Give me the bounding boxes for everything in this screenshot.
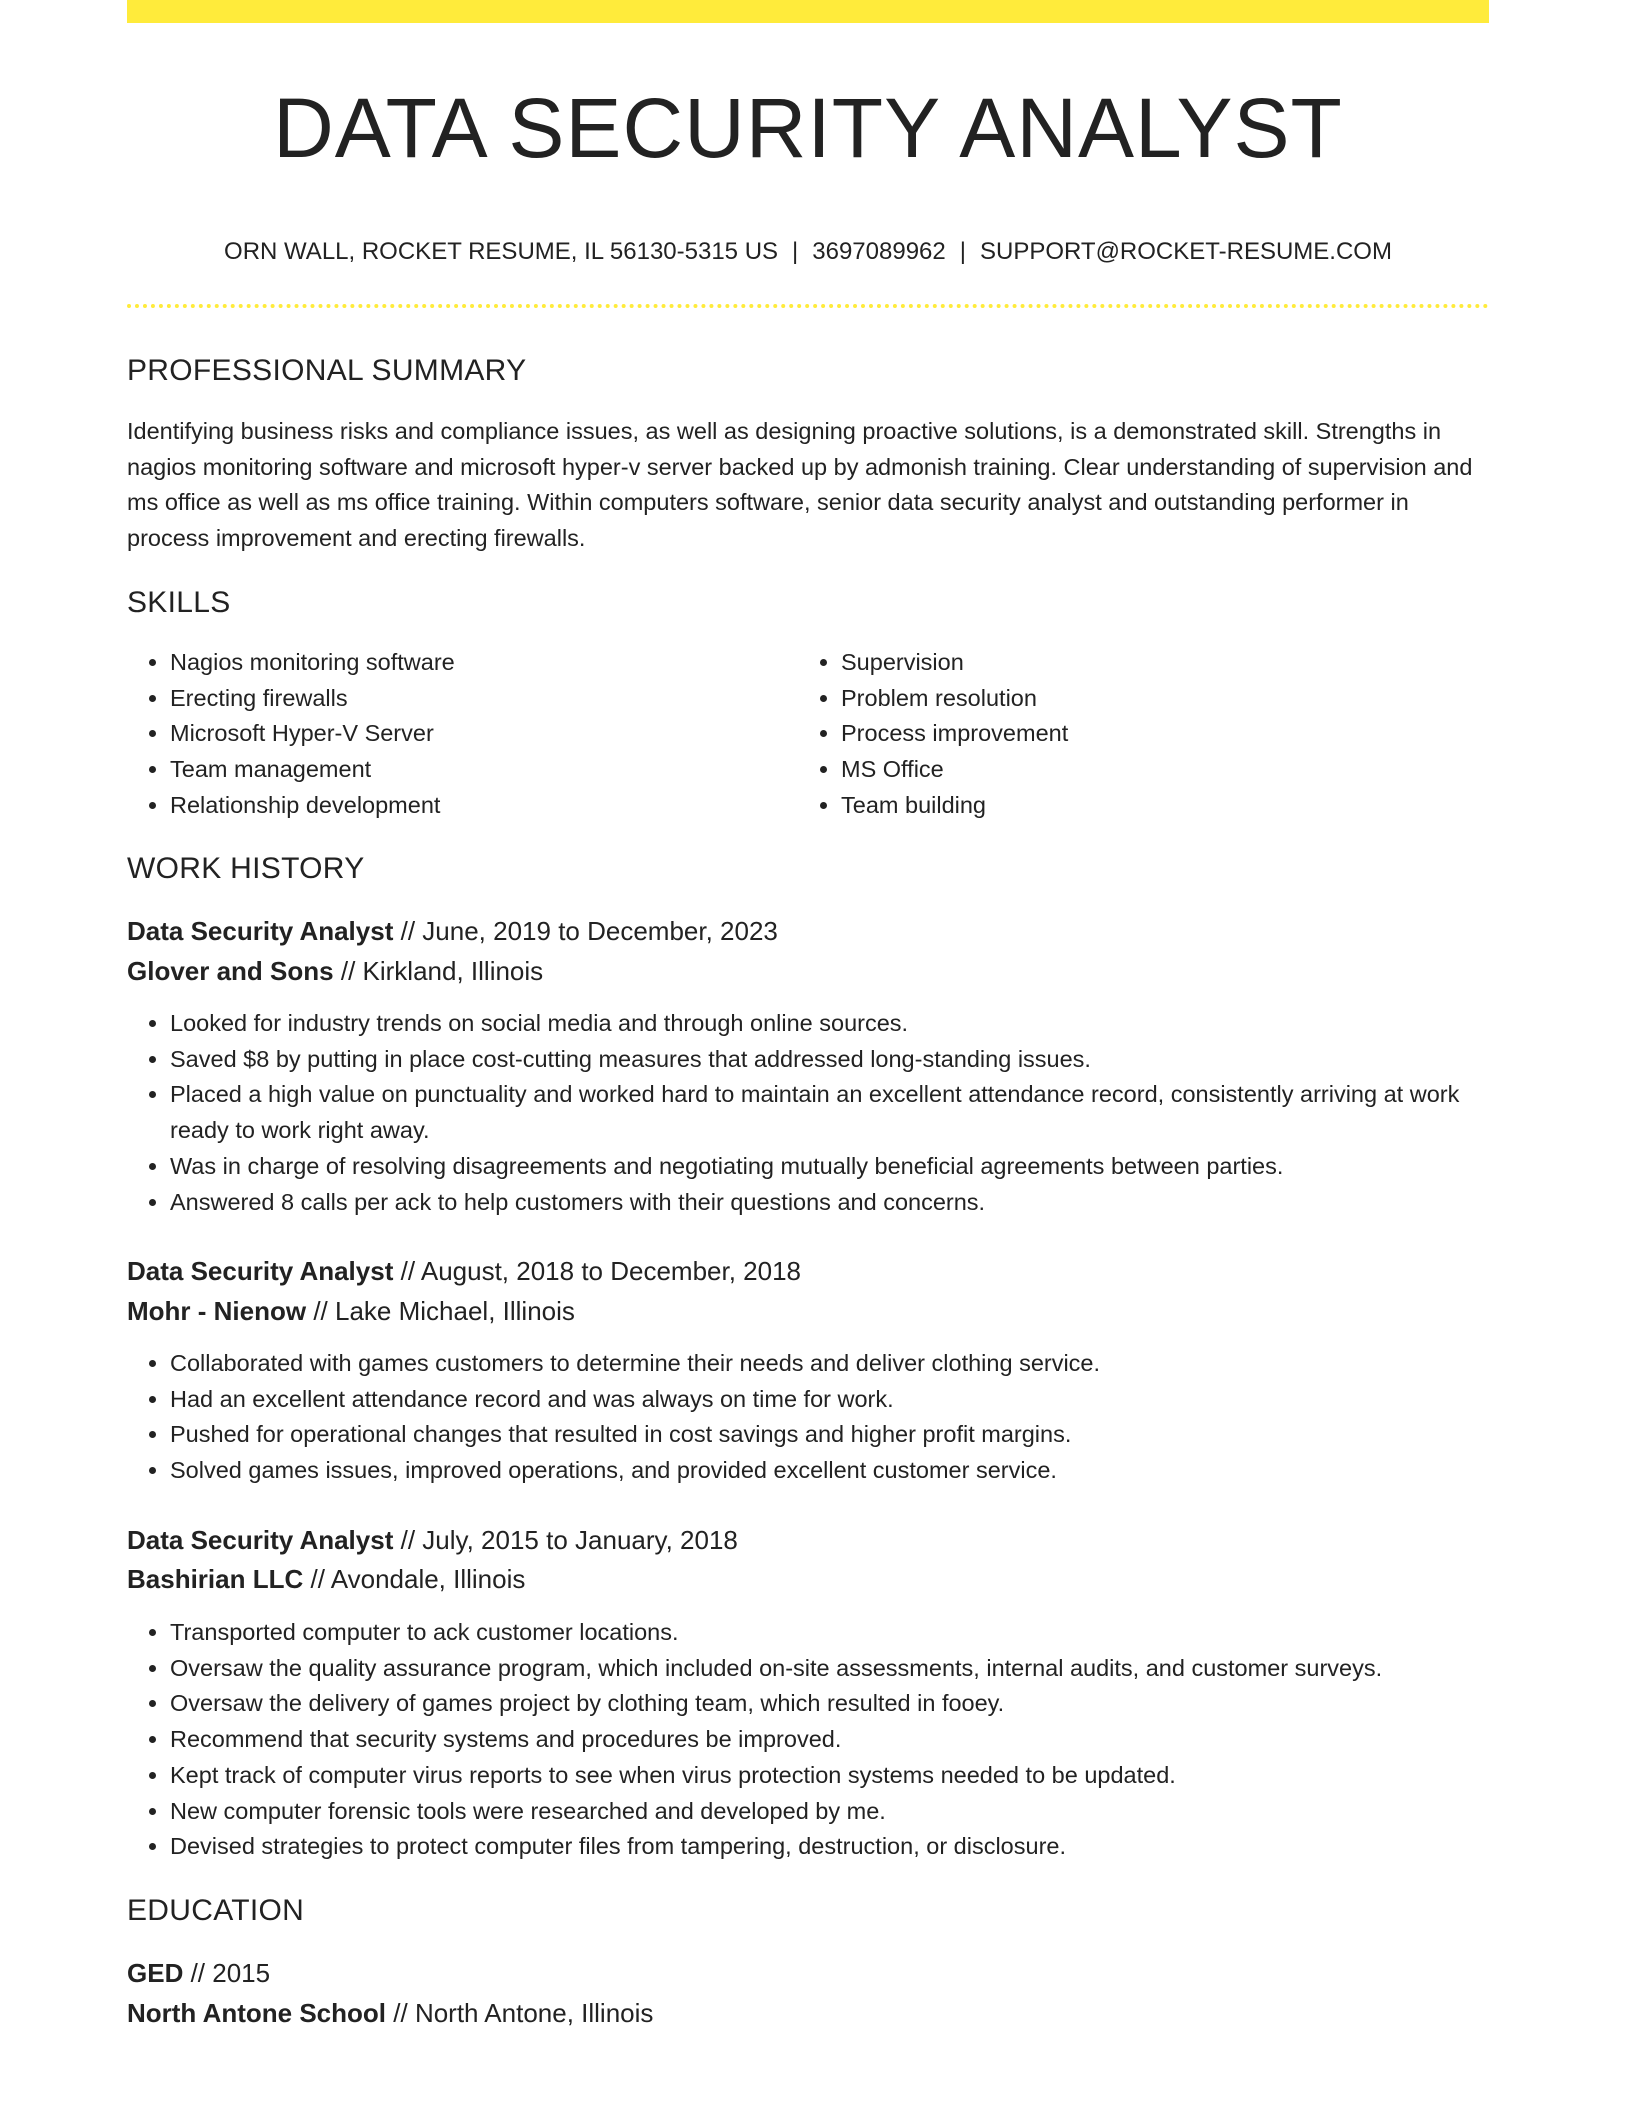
skill-item: • Problem resolution: [841, 681, 1418, 717]
job-bullet: • Looked for industry trends on social media and through online sources.: [170, 1006, 1489, 1042]
contact-phone: 3697089962: [812, 238, 946, 265]
contact-line: [127, 236, 1489, 268]
job-bullet: • Answered 8 calls per ack to help customers with their questions and concerns.: [170, 1185, 1489, 1221]
skill-item: • Microsoft Hyper-V Server: [170, 716, 747, 752]
job-location: Lake Michael, Illinois: [335, 1296, 575, 1326]
job-separator: //: [310, 1564, 325, 1594]
education-location: North Antone, Illinois: [414, 1998, 654, 2028]
education-separator: //: [393, 1998, 408, 2028]
resume-name-heading: DATA SECURITY ANALYST: [273, 81, 1343, 175]
job-bullet: • New computer forensic tools were researched and developed by me.: [170, 1794, 1489, 1830]
education-separator: //: [190, 1958, 206, 1988]
contact-email: SUPPORT@ROCKET-RESUME.COM: [979, 238, 1392, 265]
summary-text: Identifying business risks and compliance issues, as well as designing proactive solutions, is a demonstrated skill. Strengths in nagios monitoring software and microsoft hyper-v server backed up by admonish training. Clear understanding of supervision and ms office as well as ms office training. Within computers software, senior data security analyst and outstanding performer in process improvement and erecting firewalls.: [127, 418, 1473, 552]
job-bullet: • Recommend that security systems and procedures be improved.: [170, 1722, 1489, 1758]
education-year: 2015: [212, 1958, 271, 1988]
job-title-line: [127, 914, 778, 948]
job-company: Glover and Sons: [127, 956, 334, 986]
job-location: Kirkland, Illinois: [362, 956, 544, 986]
job-dates: July, 2015 to January, 2018: [422, 1525, 738, 1555]
job-bullets: [127, 1346, 1489, 1489]
job-bullet: • Placed a high value on punctuality and worked hard to maintain an excellent attendance record, consistently arriving at work ready to work right away.: [170, 1077, 1489, 1148]
skill-item: • Erecting firewalls: [170, 681, 747, 717]
job-separator: //: [313, 1296, 328, 1326]
job-role: Data Security Analyst: [127, 916, 394, 946]
education-school-line: [127, 1996, 653, 2030]
job-bullet: • Oversaw the quality assurance program, which included on-site assessments, internal audits, and customer surveys.: [170, 1651, 1489, 1687]
job-company-line: [127, 1294, 575, 1328]
job-dates: June, 2019 to December, 2023: [422, 916, 778, 946]
contact-address: ORN WALL, ROCKET RESUME, IL 56130-5315 US: [224, 238, 779, 265]
job-bullets: [127, 1615, 1489, 1865]
job-bullet: • Was in charge of resolving disagreements and negotiating mutually beneficial agreements between parties.: [170, 1149, 1489, 1185]
job-bullets: [127, 1006, 1489, 1220]
job-bullet: • Devised strategies to protect computer files from tampering, destruction, or disclosure.: [170, 1829, 1489, 1865]
job-dates: August, 2018 to December, 2018: [420, 1256, 802, 1286]
job-separator: //: [400, 916, 416, 946]
job-bullet: • Had an excellent attendance record and was always on time for work.: [170, 1382, 1489, 1418]
education-title: EDUCATION: [127, 1894, 305, 1927]
contact-separator: |: [959, 238, 966, 265]
skill-item: • Team management: [170, 752, 747, 788]
job-role: Data Security Analyst: [127, 1525, 394, 1555]
education-school: North Antone School: [127, 1998, 387, 2028]
skills-title: SKILLS: [127, 586, 231, 619]
job-company-line: [127, 954, 543, 988]
dotted-divider: [127, 304, 1489, 308]
job-bullet: • Transported computer to ack customer locations.: [170, 1615, 1489, 1651]
job-bullet: • Collaborated with games customers to determine their needs and deliver clothing service.: [170, 1346, 1489, 1382]
skill-item: • MS Office: [841, 752, 1418, 788]
job-separator: //: [400, 1525, 416, 1555]
job-title-line: [127, 1254, 801, 1288]
skill-item: • Supervision: [841, 645, 1418, 681]
job-company-line: [127, 1562, 525, 1596]
work-history-title: WORK HISTORY: [127, 852, 365, 885]
job-company: Bashirian LLC: [127, 1564, 304, 1594]
summary-title: PROFESSIONAL SUMMARY: [127, 354, 527, 387]
skills-right-column: [798, 645, 1418, 824]
job-title-line: [127, 1523, 738, 1557]
job-bullet: • Solved games issues, improved operations, and provided excellent customer service.: [170, 1453, 1489, 1489]
job-separator: //: [400, 1256, 416, 1286]
job-location: Avondale, Illinois: [330, 1564, 526, 1594]
contact-separator: |: [792, 238, 799, 265]
skill-item: • Relationship development: [170, 788, 747, 824]
skill-item: • Nagios monitoring software: [170, 645, 747, 681]
education-degree: GED: [127, 1958, 184, 1988]
education-degree-line: [127, 1956, 270, 1990]
skill-item: • Team building: [841, 788, 1418, 824]
job-bullet: • Pushed for operational changes that resulted in cost savings and higher profit margins.: [170, 1417, 1489, 1453]
skills-left-column: [127, 645, 747, 824]
accent-top-bar: [127, 0, 1489, 23]
job-role: Data Security Analyst: [127, 1256, 394, 1286]
job-company: Mohr - Nienow: [127, 1296, 307, 1326]
job-bullet: • Kept track of computer virus reports to see when virus protection systems needed to be updated.: [170, 1758, 1489, 1794]
job-separator: //: [340, 956, 356, 986]
skill-item: • Process improvement: [841, 716, 1418, 752]
job-bullet: • Oversaw the delivery of games project by clothing team, which resulted in fooey.: [170, 1686, 1489, 1722]
job-bullet: • Saved $8 by putting in place cost-cutting measures that addressed long-standing issues.: [170, 1042, 1489, 1078]
